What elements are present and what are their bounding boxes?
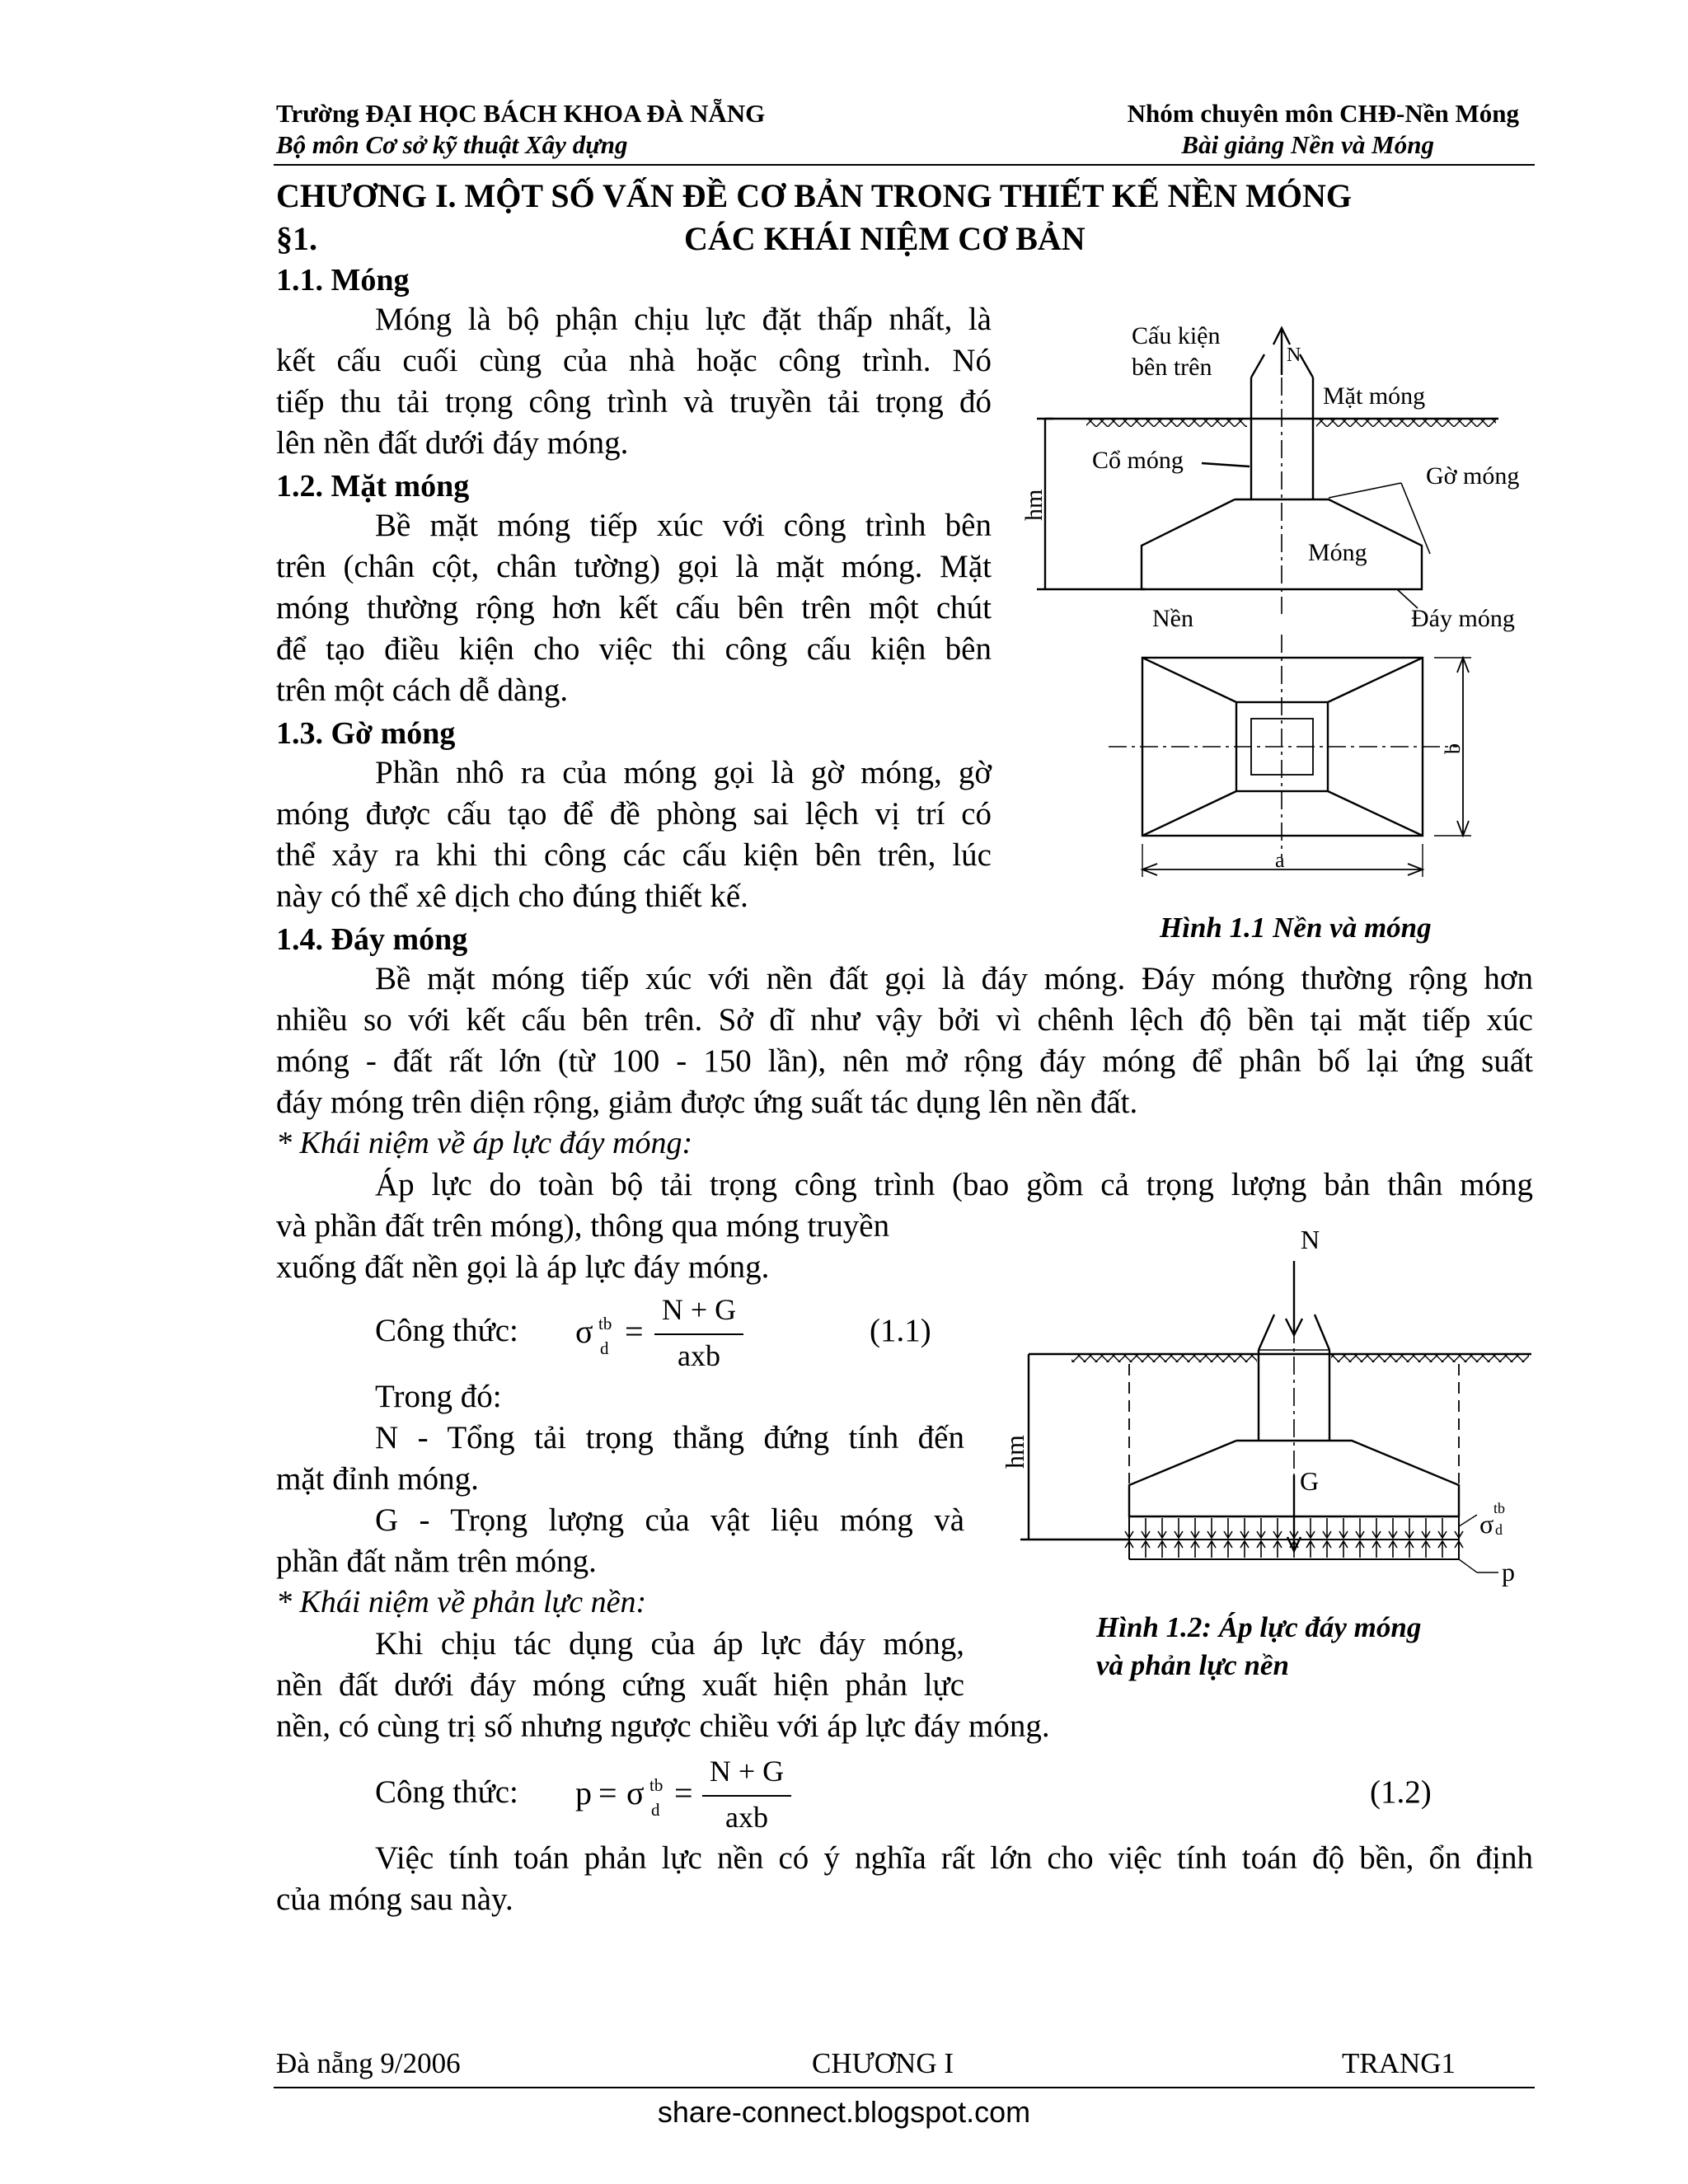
- label-a: a: [1275, 848, 1285, 872]
- body-line: móng được cấu tạo để đề phòng sai lệch vị trí có: [276, 796, 992, 832]
- body-line: Việc tính toán phản lực nền có ý nghĩa rất lớn cho việc tính toán độ bền, ổn định: [375, 1840, 1533, 1876]
- body-line: Bề mặt móng tiếp xúc với nền đất gọi là đáy móng. Đáy móng thường rộng hơn: [375, 961, 1533, 996]
- label-upper-structure-2: bên trên: [1132, 354, 1212, 381]
- body-line: Bề mặt móng tiếp xúc với công trình bên: [375, 508, 992, 543]
- body-line: nhiều so với kết cấu bên trên. Sở dĩ như vậy bởi vì chênh lệch độ bền tại mặt tiếp xúc: [276, 1002, 1533, 1038]
- formula1-sup: tb: [598, 1314, 612, 1333]
- formula2-label: Công thức:: [375, 1774, 518, 1810]
- where-label: Trong đó:: [375, 1379, 502, 1414]
- label-ground: Nền: [1152, 605, 1193, 632]
- label-neck: Cổ móng: [1092, 447, 1184, 474]
- body-line: của móng sau này.: [276, 1882, 513, 1917]
- heading-mat-mong: 1.2. Mặt móng: [276, 469, 470, 504]
- body-line: này có thể xê dịch cho đúng thiết kế.: [276, 879, 748, 914]
- body-line: N - Tổng tải trọng thẳng đứng tính đến: [375, 1420, 964, 1455]
- body-line: để tạo điều kiện cho việc thi công cấu kiện bên: [276, 631, 992, 667]
- header-course: Bài giảng Nền và Móng: [1181, 130, 1434, 159]
- body-line: nền, có cùng trị số nhưng ngược chiều với áp lực đáy móng.: [276, 1708, 1050, 1744]
- heading-go-mong: 1.3. Gờ móng: [276, 716, 456, 751]
- label-sigma-sup: tb: [1493, 1500, 1506, 1516]
- section-number: §1.: [276, 220, 317, 257]
- body-line: mặt đỉnh móng.: [276, 1461, 479, 1497]
- section-title: CÁC KHÁI NIỆM CƠ BẢN: [684, 220, 1085, 257]
- body-line: Áp lực do toàn bộ tải trọng công trình (bao gồm cả trọng lượng bản thân móng: [375, 1167, 1533, 1202]
- formula1-denominator: axb: [678, 1339, 720, 1372]
- formula2-denominator: axb: [725, 1801, 768, 1834]
- heading-day-mong: 1.4. Đáy móng: [276, 922, 468, 957]
- header-group: Nhóm chuyên môn CHĐ-Nền Móng: [1127, 99, 1519, 128]
- formula2-eq1: =: [598, 1774, 617, 1811]
- figure-1-2-caption-line2: và phản lực nền: [1096, 1649, 1289, 1681]
- body-line: lên nền đất dưới đáy móng.: [276, 425, 629, 461]
- footer-date: Đà nẵng 9/2006: [276, 2047, 461, 2079]
- label-footing: Móng: [1308, 539, 1367, 566]
- formula1-numerator: N + G: [661, 1293, 737, 1326]
- body-line: và phần đất trên móng), thông qua móng truyền: [276, 1208, 890, 1244]
- formula2-sub: d: [651, 1800, 660, 1820]
- figure-1-2-caption-line1: Hình 1.2: Áp lực đáy móng: [1096, 1611, 1422, 1643]
- formula1-label: Công thức:: [375, 1313, 518, 1348]
- formula2-number: (1.2): [1370, 1774, 1432, 1810]
- body-line: kết cấu cuối cùng của nhà hoặc công trình. Nó: [276, 343, 992, 378]
- body-line: Phần nhô ra của móng gọi là gờ móng, gờ: [375, 755, 992, 790]
- formula2-numerator: N + G: [709, 1755, 785, 1788]
- heading-reaction: * Khái niệm về phản lực nền:: [276, 1585, 647, 1619]
- label-sigma-fig2: σ: [1479, 1509, 1494, 1539]
- label-n-fig2: N: [1301, 1225, 1320, 1254]
- figure-1-1-caption: Hình 1.1 Nền và móng: [1160, 912, 1432, 944]
- body-line: Móng là bộ phận chịu lực đặt thấp nhất, là: [375, 302, 992, 337]
- label-footing-face: Mặt móng: [1323, 382, 1426, 410]
- formula2-p: p: [575, 1774, 592, 1811]
- body-line: trên (chân cột, chân tường) gọi là mặt móng. Mặt: [276, 549, 992, 584]
- label-upper-structure-1: Cấu kiện: [1132, 322, 1221, 349]
- formula1-sub: d: [600, 1338, 609, 1358]
- label-g: G: [1300, 1466, 1320, 1496]
- label-sigma-sub: d: [1495, 1521, 1503, 1538]
- formula1-eq: =: [625, 1313, 644, 1350]
- footer-chapter: CHƯƠNG I: [812, 2047, 954, 2079]
- formula1-number: (1.1): [870, 1313, 931, 1348]
- body-line: nền đất dưới đáy móng cứng xuất hiện phản lực: [276, 1667, 964, 1703]
- heading-pressure: * Khái niệm về áp lực đáy móng:: [276, 1126, 693, 1160]
- label-hm-fig2: hm: [1000, 1435, 1029, 1469]
- label-b: b: [1441, 743, 1465, 754]
- label-ledge: Gờ móng: [1426, 462, 1520, 490]
- body-line: móng - đất rất lớn (từ 100 - 150 lần), nên mở rộng đáy móng để phân bố lại ứng suất: [276, 1043, 1533, 1079]
- body-line: xuống đất nền gọi là áp lực đáy móng.: [276, 1249, 770, 1285]
- body-line: tiếp thu tải trọng công trình và truyền tải trọng đó: [276, 384, 992, 419]
- footer-page: TRANG1: [1342, 2047, 1456, 2079]
- label-p: p: [1502, 1557, 1515, 1586]
- formula2-sigma: σ: [626, 1774, 645, 1811]
- body-line: đáy móng trên diện rộng, giảm được ứng suất tác dụng lên nền đất.: [276, 1085, 1138, 1120]
- body-line: trên một cách dễ dàng.: [276, 673, 569, 708]
- footer-rule: [274, 2087, 1535, 2088]
- chapter-title: CHƯƠNG I. MỘT SỐ VẤN ĐỀ CƠ BẢN TRONG THIẾT KẾ NỀN MÓNG: [276, 177, 1352, 214]
- body-line: G - Trọng lượng của vật liệu móng và: [375, 1502, 964, 1538]
- body-line: phần đất nằm trên móng.: [276, 1544, 597, 1579]
- footer-website: share-connect.blogspot.com: [657, 2095, 1031, 2129]
- body-line: Khi chịu tác dụng của áp lực đáy móng,: [375, 1626, 964, 1661]
- body-line: thể xảy ra khi thi công các cấu kiện bên trên, lúc: [276, 837, 992, 873]
- formula2-sup: tb: [649, 1775, 663, 1795]
- header-department: Bộ môn Cơ sở kỹ thuật Xây dựng: [276, 130, 628, 159]
- header-university: Trường ĐẠI HỌC BÁCH KHOA ĐÀ NẴNG: [276, 99, 766, 128]
- label-base: Đáy móng: [1411, 605, 1515, 632]
- formula2-eq2: =: [674, 1774, 693, 1811]
- formula1-sigma: σ: [575, 1313, 593, 1350]
- label-n-fig1: N: [1287, 344, 1301, 366]
- heading-mong: 1.1. Móng: [276, 263, 410, 298]
- body-line: móng thường rộng hơn kết cấu bên trên một chút: [276, 590, 992, 626]
- label-hm-fig1: hm: [1020, 489, 1048, 521]
